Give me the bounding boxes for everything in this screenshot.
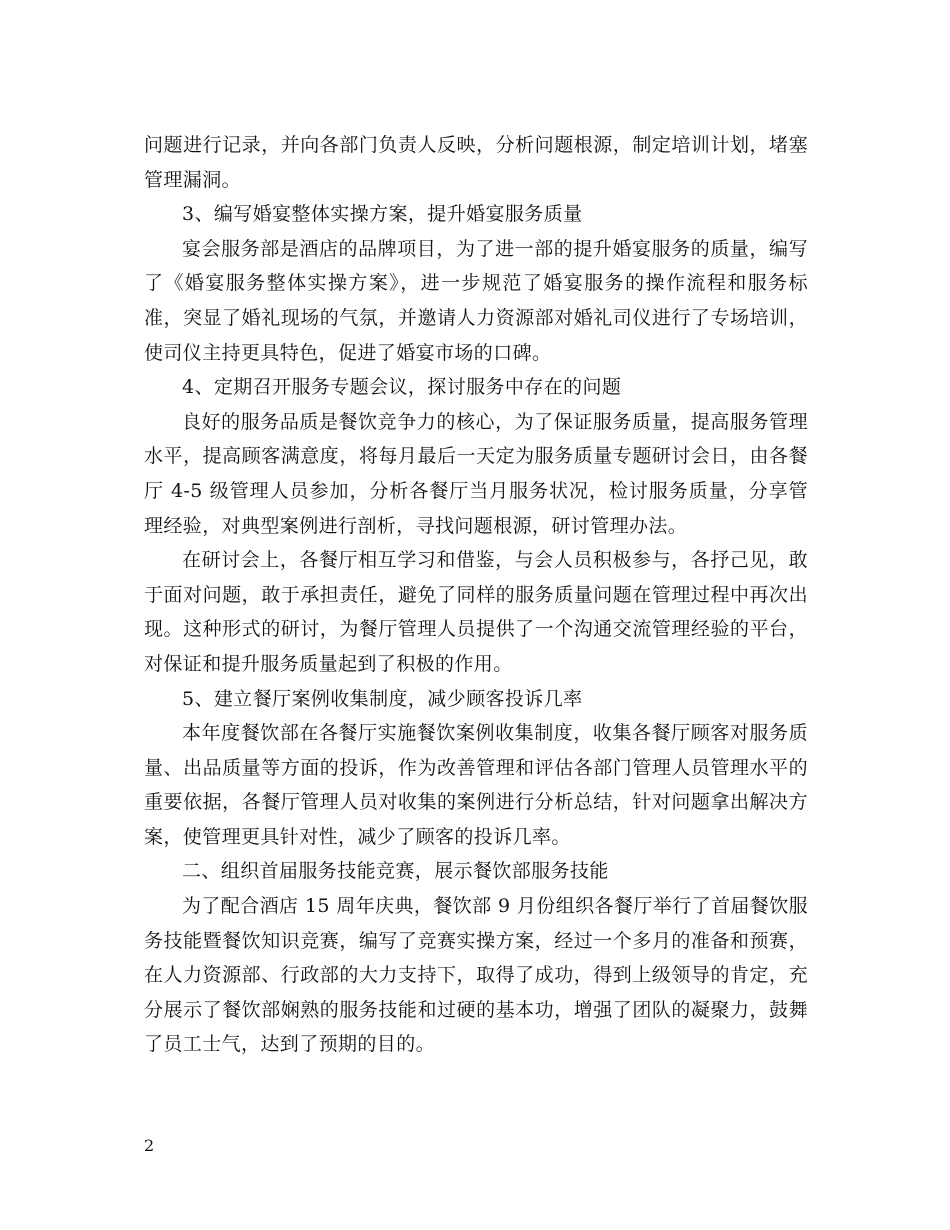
paragraph-skills-competition: 为了配合酒店 15 周年庆典，餐饮部 9 月份组织各餐厅举行了首届餐饮服务技能暨餐饮知识竞赛，编写了竞赛实操方案，经过一个多月的准备和预赛，在人力资源部、行政部的大力支持下，取得了成功，得到上级领导的肯定，充分展示了餐饮部娴熟的服务技能和过硬的基本功，增强了团队的凝聚力，鼓舞了员工士气，达到了预期的目的。 [144,895,808,1056]
heading-item-3: 3、编写婚宴整体实操方案，提升婚宴服务质量 [182,203,583,226]
section-heading-two: 二、组织首届服务技能竞赛，展示餐饮部服务技能 [182,860,609,883]
paragraph-case-collection: 本年度餐饮部在各餐厅实施餐饮案例收集制度，收集各餐厅顾客对服务质量、出品质量等方面的投诉，作为改善管理和评估各部门管理人员管理水平的重要依据，各餐厅管理人员对收集的案例进行分析总结，针对问题拿出解决方案，使管理更具针对性，减少了顾客的投诉几率。 [144,722,808,848]
page-number: 2 [144,1136,155,1155]
paragraph-service-quality: 良好的服务品质是餐饮竞争力的核心，为了保证服务质量，提高服务管理水平，提高顾客满意度，将每月最后一天定为服务质量专题研讨会日，由各餐厅 4-5 级管理人员参加，分析各餐厅当月服务状况，检讨服务质量，分享管理经验，对典型案例进行剖析，寻找问题根源，研讨管理办法。 [144,410,808,537]
heading-item-5: 5、建立餐厅案例收集制度，减少顾客投诉几率 [182,687,583,710]
heading-item-4: 4、定期召开服务专题会议，探讨服务中存在的问题 [182,376,622,399]
document-body [144,128,808,1062]
paragraph-wedding-banquet: 宴会服务部是酒店的品牌项目，为了进一部的提升婚宴服务的质量，编写了《婚宴服务整体实操方案》，进一步规范了婚宴服务的操作流程和服务标准，突显了婚礼现场的气氛，并邀请人力资源部对婚礼司仪进行了专场培训，使司仪主持更具特色，促进了婚宴市场的口碑。 [144,237,808,364]
paragraph-seminar: 在研讨会上，各餐厅相互学习和借鉴，与会人员积极参与，各抒己见，敢于面对问题，敢于承担责任，避免了同样的服务质量问题在管理过程中再次出现。这种形式的研讨，为餐厅管理人员提供了一个沟通交流管理经验的平台，对保证和提升服务质量起到了积极的作用。 [144,549,808,675]
paragraph-continued: 问题进行记录，并向各部门负责人反映，分析问题根源，制定培训计划，堵塞管理漏洞。 [144,134,808,191]
